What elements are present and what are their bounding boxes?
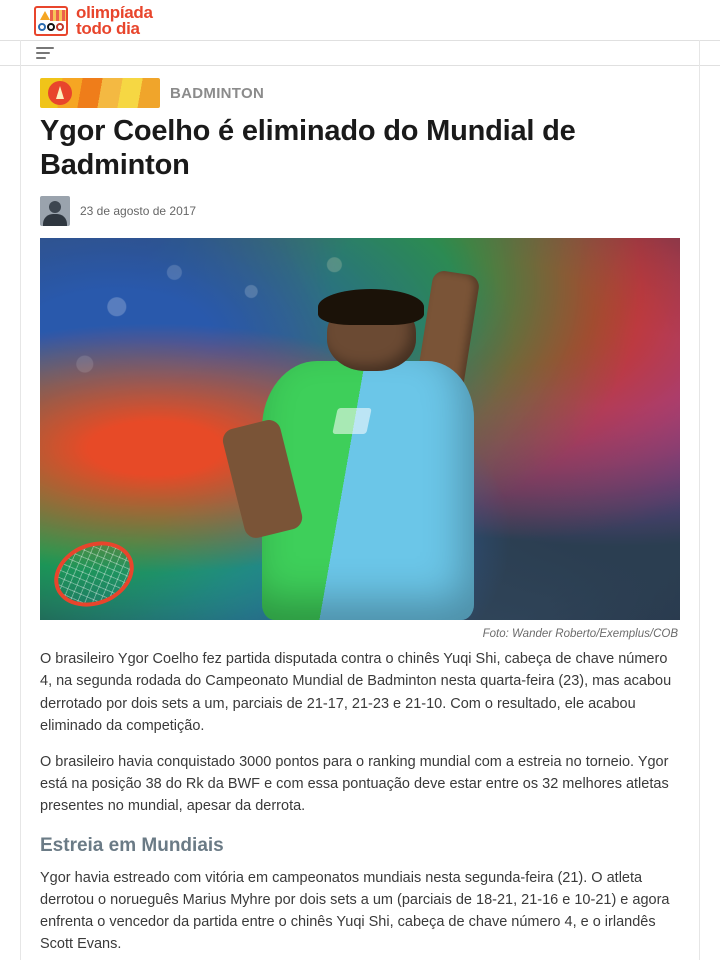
category-row (40, 76, 680, 110)
article-paragraph: O brasileiro havia conquistado 3000 pontos para o ranking mundial com a estreia no torneio. Ygor está na posição 38 do Rk da BWF e com essa pontuação deve estar entre os 32 melhores atletas presentes no mundial, apesar da derrota. (40, 753, 669, 814)
article-photo (40, 238, 680, 620)
page-left-rule (20, 40, 21, 960)
nav-bar (0, 40, 720, 66)
author-avatar (40, 196, 70, 226)
article-text (40, 648, 680, 954)
byline (40, 196, 680, 226)
brand-line-1: olimpíada (76, 2, 153, 22)
brand-line-2: todo dia (76, 19, 140, 38)
article-paragraph: O brasileiro Ygor Coelho fez partida disputada contra o chinês Yuqi Shi, cabeça de chave número 4, na segunda rodada do Campeonato Mundial de Badminton nesta quarta-feira (23), mas acabou derrotado por dois sets a um, parciais de 21-17, 21-23 e 21-10. Com o resultado, ele acabou eliminado da competição. (40, 651, 672, 734)
category-label[interactable]: BADMINTON (170, 84, 265, 102)
olympic-torch-icon[interactable] (34, 6, 68, 36)
article-paragraph: Ygor havia estreado com vitória em campeonatos mundiais nesta segunda-feira (21). O atleta derrotou o norueguês Marius Myhre por dois sets a um (parciais de 18-21, 21-16 e 10-21) e agora enfrenta o vencedor da partida entre o chinês Yuqi Shi, cabeça de chave número 4, e o irlandês Scott Evans. (40, 869, 670, 952)
page-title: Ygor Coelho é eliminado do Mundial de Badminton (40, 115, 576, 182)
hamburger-menu-icon[interactable] (36, 47, 54, 59)
site-header (0, 0, 720, 40)
site-logo-wordmark[interactable] (76, 2, 153, 38)
page-right-rule (699, 40, 700, 960)
athlete-figure (245, 292, 539, 621)
badminton-flame-badge-icon (40, 78, 160, 108)
photo-credit: Foto: Wander Roberto/Exemplus/COB (482, 628, 678, 641)
article-photo-block (40, 238, 680, 641)
article-subheading: Estreia em Mundiais (40, 834, 224, 856)
article-body (0, 66, 720, 955)
publish-date: 23 de agosto de 2017 (80, 204, 197, 219)
